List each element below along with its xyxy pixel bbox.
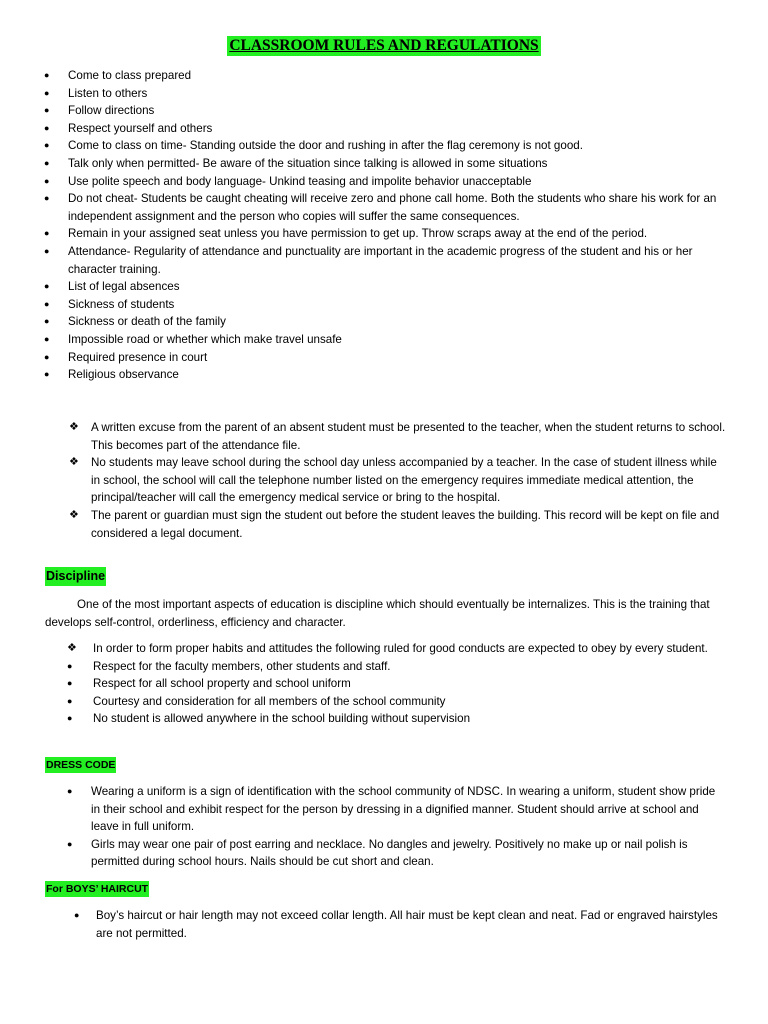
- boys-haircut-item: [74, 907, 726, 942]
- bullet-icon: ●: [67, 678, 73, 689]
- dress-code-list: [67, 783, 727, 871]
- rule-item: [44, 278, 726, 296]
- bullet-icon: ●: [44, 316, 50, 327]
- bullet-icon: ●: [44, 175, 50, 186]
- rule-text: Do not cheat- Students be caught cheating will receive zero and phone call home. Both the students who share his work for an independent assignment and the person who copies will suffer the same consequences.: [68, 192, 717, 223]
- discipline-item-text: Respect for all school property and school uniform: [93, 677, 351, 691]
- discipline-intro-item: [67, 640, 727, 658]
- absence-note-item: [69, 419, 727, 454]
- absence-note-text: No students may leave school during the school day unless accompanied by a teacher. In the case of student illness while in school, the school will call the telephone number listed on the emergency requires immediate medical attention, the principal/teacher will call the emergency medical service or bring to the hospital.: [91, 456, 717, 505]
- absence-note-item: [69, 454, 727, 507]
- rule-text: Follow directions: [68, 104, 155, 118]
- rule-item: [44, 313, 726, 331]
- discipline-item-text: Courtesy and consideration for all members of the school community: [93, 694, 446, 708]
- rule-item: [44, 225, 726, 243]
- rule-item: [44, 331, 726, 349]
- discipline-item: [67, 675, 727, 693]
- bullet-icon: ●: [44, 105, 50, 116]
- absence-note-text: A written excuse from the parent of an absent student must be presented to the teacher, when the student returns to school. This becomes part of the attendance file.: [91, 421, 726, 452]
- bullet-icon: ●: [67, 838, 73, 849]
- bullet-icon: ●: [44, 298, 50, 309]
- bullet-icon: ●: [44, 351, 50, 362]
- diamond-bullet-icon: ❖: [67, 642, 77, 654]
- bullet-icon: ●: [67, 695, 73, 706]
- rule-text: Come to class on time- Standing outside the door and rushing in after the flag ceremony is not good.: [68, 139, 583, 153]
- discipline-item: [67, 658, 727, 676]
- rule-text: Remain in your assigned seat unless you have permission to get up. Throw scraps away at the end of the period.: [68, 227, 648, 241]
- rule-item: [44, 173, 726, 191]
- dress-code-heading: DRESS CODE: [46, 759, 116, 771]
- diamond-bullet-icon: ❖: [69, 456, 79, 469]
- bullet-icon: ●: [74, 910, 80, 920]
- rule-text: Come to class prepared: [68, 69, 192, 82]
- bullet-icon: ●: [67, 713, 73, 724]
- dress-code-text: Wearing a uniform is a sign of identification with the school community of NDSC. In wearing a uniform, student show pride in their school and exhibit respect for the person by dressing in a dignified manner. Student should arrive at school and leave in full uniform.: [91, 785, 716, 834]
- discipline-item-text: Respect for the faculty members, other students and staff.: [93, 659, 391, 673]
- title-container: [0, 36, 768, 56]
- rule-text: List of legal absences: [68, 280, 180, 294]
- bullet-icon: ●: [67, 786, 73, 796]
- discipline-item-text: No student is allowed anywhere in the school building without supervision: [93, 712, 471, 726]
- rule-text: Listen to others: [68, 86, 148, 100]
- bullet-icon: ●: [44, 70, 50, 80]
- rule-item: [44, 137, 726, 155]
- discipline-item: [67, 693, 727, 711]
- bullet-icon: ●: [44, 369, 50, 380]
- rule-text: Talk only when permitted- Be aware of the situation since talking is allowed in some situations: [68, 156, 548, 170]
- diamond-bullet-icon: ❖: [69, 508, 79, 521]
- classroom-rules-list: [44, 67, 726, 384]
- discipline-heading: Discipline: [45, 567, 106, 586]
- discipline-item: [67, 710, 727, 728]
- bullet-icon: ●: [44, 122, 50, 133]
- bullet-icon: ●: [67, 660, 73, 671]
- bullet-icon: ●: [44, 333, 50, 344]
- rule-text: Sickness or death of the family: [68, 315, 226, 329]
- rule-item: [44, 243, 726, 278]
- diamond-bullet-icon: ❖: [69, 421, 79, 433]
- rule-item: [44, 120, 726, 138]
- rule-item: [44, 366, 726, 384]
- bullet-icon: ●: [44, 140, 50, 151]
- document-title: CLASSROOM RULES AND REGULATIONS: [229, 37, 539, 54]
- rule-item: [44, 296, 726, 314]
- dress-code-item: [67, 783, 727, 836]
- rule-item: [44, 190, 726, 225]
- bullet-icon: ●: [44, 193, 50, 204]
- bullet-icon: ●: [44, 157, 50, 168]
- rule-text: Required presence in court: [68, 350, 208, 364]
- bullet-icon: ●: [44, 228, 50, 239]
- rule-text: Respect yourself and others: [68, 121, 213, 135]
- bullet-icon: ●: [44, 245, 50, 256]
- rule-text: Religious observance: [68, 368, 179, 382]
- dress-code-text: Girls may wear one pair of post earring and necklace. No dangles and jewelry. Positively no make up or nail polish is permitted during school hours. Nails should be cut short and clean.: [91, 837, 688, 869]
- discipline-intro-text: In order to form proper habits and attitudes the following ruled for good conducts are expected to obey by every student.: [93, 642, 708, 655]
- rule-item: [44, 102, 726, 120]
- boys-haircut-list: [74, 907, 726, 942]
- boys-haircut-text: Boy’s haircut or hair length may not exceed collar length. All hair must be kept clean and neat. Fad or engraved hairstyles are not permitted.: [96, 909, 718, 940]
- absence-note-text: The parent or guardian must sign the student out before the student leaves the building. This record will be kept on file and considered a legal document.: [91, 508, 720, 540]
- bullet-icon: ●: [44, 87, 50, 98]
- discipline-paragraph: One of the most important aspects of education is discipline which should eventually be internalizes. This is the training that develops self-control, orderliness, efficiency and character.: [45, 598, 710, 629]
- absence-note-item: [69, 507, 727, 542]
- rule-text: Use polite speech and body language- Unkind teasing and impolite behavior unacceptable: [68, 174, 532, 188]
- absence-notes-list: [69, 419, 727, 542]
- rule-text: Attendance- Regularity of attendance and punctuality are important in the academic progress of the student and his or her character training.: [68, 244, 693, 276]
- rule-text: Impossible road or whether which make travel unsafe: [68, 332, 342, 346]
- rule-text: Sickness of students: [68, 297, 175, 311]
- rule-item: [44, 349, 726, 367]
- bullet-icon: ●: [44, 281, 50, 292]
- rule-item: [44, 85, 726, 103]
- boys-haircut-heading: For BOYS’ HAIRCUT: [46, 883, 149, 895]
- rule-item: [44, 67, 726, 85]
- discipline-list: [67, 640, 727, 728]
- dress-code-item: [67, 836, 727, 871]
- rule-item: [44, 155, 726, 173]
